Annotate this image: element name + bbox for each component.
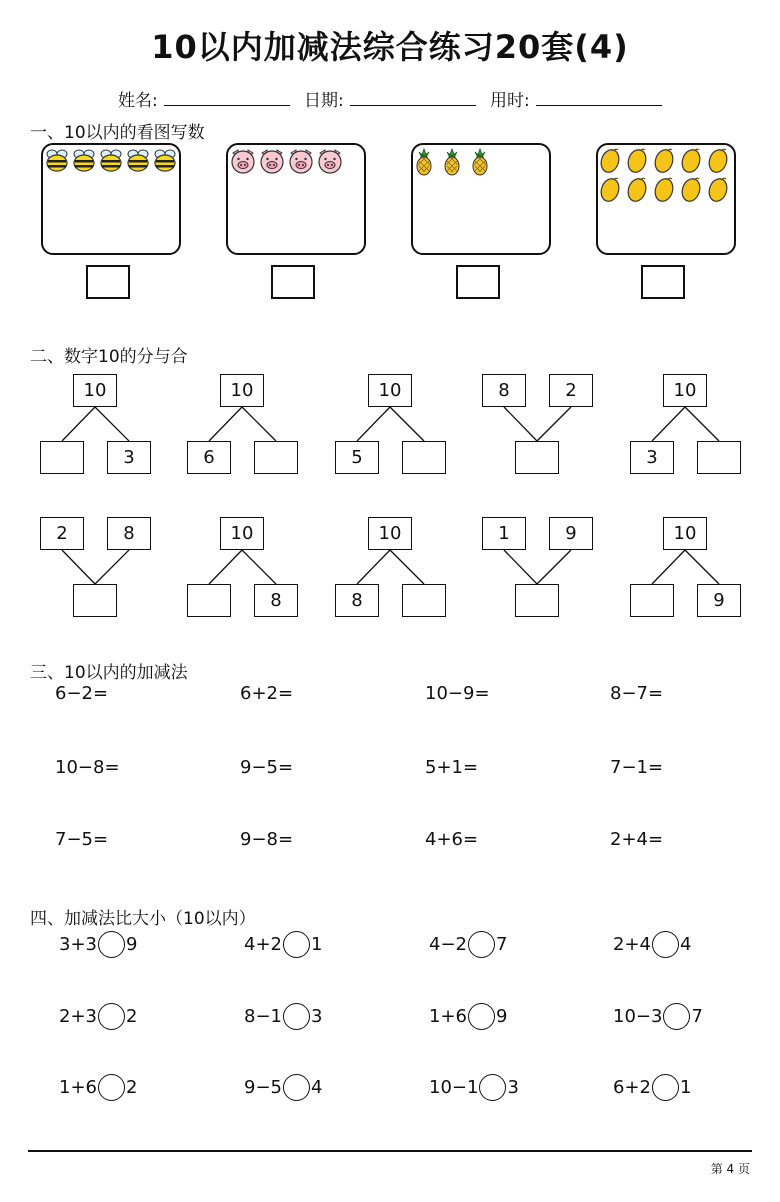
equation-item[interactable]: 4+6= xyxy=(425,829,479,850)
comparison-item xyxy=(59,1003,137,1030)
comparison-left-expr: 9−5 xyxy=(244,1077,282,1098)
bond-whole-box: 10 xyxy=(368,517,412,550)
bond-whole-box[interactable] xyxy=(515,441,559,474)
page-number: 第 4 页 xyxy=(710,1162,750,1176)
comparison-left-expr: 3+3 xyxy=(59,934,97,955)
bond-line xyxy=(537,550,571,584)
comparison-right-value: 1 xyxy=(680,1077,692,1098)
comparison-left-expr: 1+6 xyxy=(429,1006,467,1027)
bond-whole-box[interactable] xyxy=(515,584,559,617)
comparison-right-value: 2 xyxy=(126,1077,138,1098)
comparison-answer-circle[interactable] xyxy=(98,931,125,958)
comparison-item xyxy=(244,1074,322,1101)
equation-item[interactable]: 10−8= xyxy=(55,757,120,778)
time-label: 用时: xyxy=(490,91,530,111)
bond-part-box[interactable] xyxy=(40,441,84,474)
comparison-answer-circle[interactable] xyxy=(98,1074,125,1101)
bond-line xyxy=(242,550,276,584)
comparison-right-value: 4 xyxy=(311,1077,323,1098)
comparison-answer-circle[interactable] xyxy=(479,1074,506,1101)
bond-line xyxy=(357,407,390,441)
equation-item[interactable]: 9−5= xyxy=(240,757,294,778)
bond-part-box: 6 xyxy=(187,441,231,474)
bond-part-box: 3 xyxy=(107,441,151,474)
comparison-answer-circle[interactable] xyxy=(283,931,310,958)
comparison-answer-circle[interactable] xyxy=(652,931,679,958)
comparison-right-value: 7 xyxy=(691,1006,703,1027)
bond-part-box: 2 xyxy=(549,374,593,407)
section-4-heading: 四、加减法比大小（10以内） xyxy=(30,909,256,929)
comparison-item xyxy=(613,931,691,958)
comparison-right-value: 3 xyxy=(311,1006,323,1027)
bond-part-box: 9 xyxy=(697,584,741,617)
bond-part-box: 2 xyxy=(40,517,84,550)
comparison-right-value: 3 xyxy=(507,1077,519,1098)
bond-part-box[interactable] xyxy=(402,584,446,617)
bond-part-box[interactable] xyxy=(187,584,231,617)
bond-whole-box: 10 xyxy=(73,374,117,407)
comparison-answer-circle[interactable] xyxy=(283,1074,310,1101)
comparison-item xyxy=(429,1074,519,1101)
comparison-left-expr: 10−3 xyxy=(613,1006,663,1027)
comparison-left-expr: 6+2 xyxy=(613,1077,651,1098)
bond-line xyxy=(95,550,129,584)
bond-line xyxy=(209,550,242,584)
bond-line xyxy=(390,407,424,441)
comparison-item xyxy=(613,1003,703,1030)
bond-part-box[interactable] xyxy=(254,441,298,474)
bond-line xyxy=(209,407,242,441)
comparison-item xyxy=(429,931,507,958)
equation-item[interactable]: 6−2= xyxy=(55,683,109,704)
equation-item[interactable]: 2+4= xyxy=(610,829,664,850)
comparison-answer-circle[interactable] xyxy=(283,1003,310,1030)
bond-line xyxy=(62,550,95,584)
comparison-right-value: 7 xyxy=(496,934,508,955)
comparison-answer-circle[interactable] xyxy=(652,1074,679,1101)
comparison-left-expr: 1+6 xyxy=(59,1077,97,1098)
comparison-answer-circle[interactable] xyxy=(468,931,495,958)
equation-item[interactable]: 5+1= xyxy=(425,757,479,778)
comparison-right-value: 2 xyxy=(126,1006,138,1027)
comparison-right-value: 4 xyxy=(680,934,692,955)
comparison-item xyxy=(244,1003,322,1030)
comparison-left-expr: 4−2 xyxy=(429,934,467,955)
bond-whole-box: 10 xyxy=(368,374,412,407)
comparison-answer-circle[interactable] xyxy=(468,1003,495,1030)
equation-item[interactable]: 10−9= xyxy=(425,683,490,704)
date-label: 日期: xyxy=(304,91,344,111)
comparison-left-expr: 2+3 xyxy=(59,1006,97,1027)
bond-part-box: 8 xyxy=(254,584,298,617)
bond-part-box: 8 xyxy=(335,584,379,617)
comparison-answer-circle[interactable] xyxy=(98,1003,125,1030)
comparison-item xyxy=(429,1003,507,1030)
bond-whole-box: 10 xyxy=(220,374,264,407)
bond-part-box[interactable] xyxy=(697,441,741,474)
bond-part-box[interactable] xyxy=(402,441,446,474)
bond-line xyxy=(685,407,719,441)
page-title: 10以内加减法综合练习20套(4) xyxy=(151,28,629,66)
equation-item[interactable]: 7−5= xyxy=(55,829,109,850)
bond-line xyxy=(685,550,719,584)
comparison-left-expr: 8−1 xyxy=(244,1006,282,1027)
bond-line xyxy=(62,407,95,441)
bond-line xyxy=(390,550,424,584)
equation-item[interactable]: 9−8= xyxy=(240,829,294,850)
section-3-heading: 三、10以内的加减法 xyxy=(30,663,188,683)
bond-line xyxy=(242,407,276,441)
comparison-left-expr: 2+4 xyxy=(613,934,651,955)
bond-line xyxy=(652,550,685,584)
bond-whole-box: 10 xyxy=(663,374,707,407)
section-1-heading: 一、10以内的看图写数 xyxy=(30,123,205,143)
bond-part-box: 3 xyxy=(630,441,674,474)
section-2-heading: 二、数字10的分与合 xyxy=(30,347,188,367)
comparison-right-value: 9 xyxy=(496,1006,508,1027)
comparison-left-expr: 10−1 xyxy=(429,1077,479,1098)
bond-line xyxy=(357,550,390,584)
bond-part-box: 9 xyxy=(549,517,593,550)
comparison-right-value: 1 xyxy=(311,934,323,955)
bond-part-box: 8 xyxy=(482,374,526,407)
bond-whole-box[interactable] xyxy=(73,584,117,617)
bond-whole-box: 10 xyxy=(663,517,707,550)
bond-line xyxy=(504,550,537,584)
bond-whole-box: 10 xyxy=(220,517,264,550)
comparison-left-expr: 4+2 xyxy=(244,934,282,955)
comparison-item xyxy=(244,931,322,958)
comparison-answer-circle[interactable] xyxy=(663,1003,690,1030)
bond-line xyxy=(652,407,685,441)
bond-part-box: 1 xyxy=(482,517,526,550)
name-label: 姓名: xyxy=(118,91,158,111)
bond-part-box[interactable] xyxy=(630,584,674,617)
comparison-item xyxy=(613,1074,691,1101)
comparison-item xyxy=(59,931,137,958)
equation-item[interactable]: 6+2= xyxy=(240,683,294,704)
bond-part-box: 5 xyxy=(335,441,379,474)
equation-item[interactable]: 8−7= xyxy=(610,683,664,704)
bond-line xyxy=(537,407,571,441)
bond-line xyxy=(95,407,129,441)
equation-item[interactable]: 7−1= xyxy=(610,757,664,778)
comparison-right-value: 9 xyxy=(126,934,138,955)
comparison-item xyxy=(59,1074,137,1101)
bond-line xyxy=(504,407,537,441)
bond-part-box: 8 xyxy=(107,517,151,550)
footer-divider xyxy=(28,1150,752,1152)
